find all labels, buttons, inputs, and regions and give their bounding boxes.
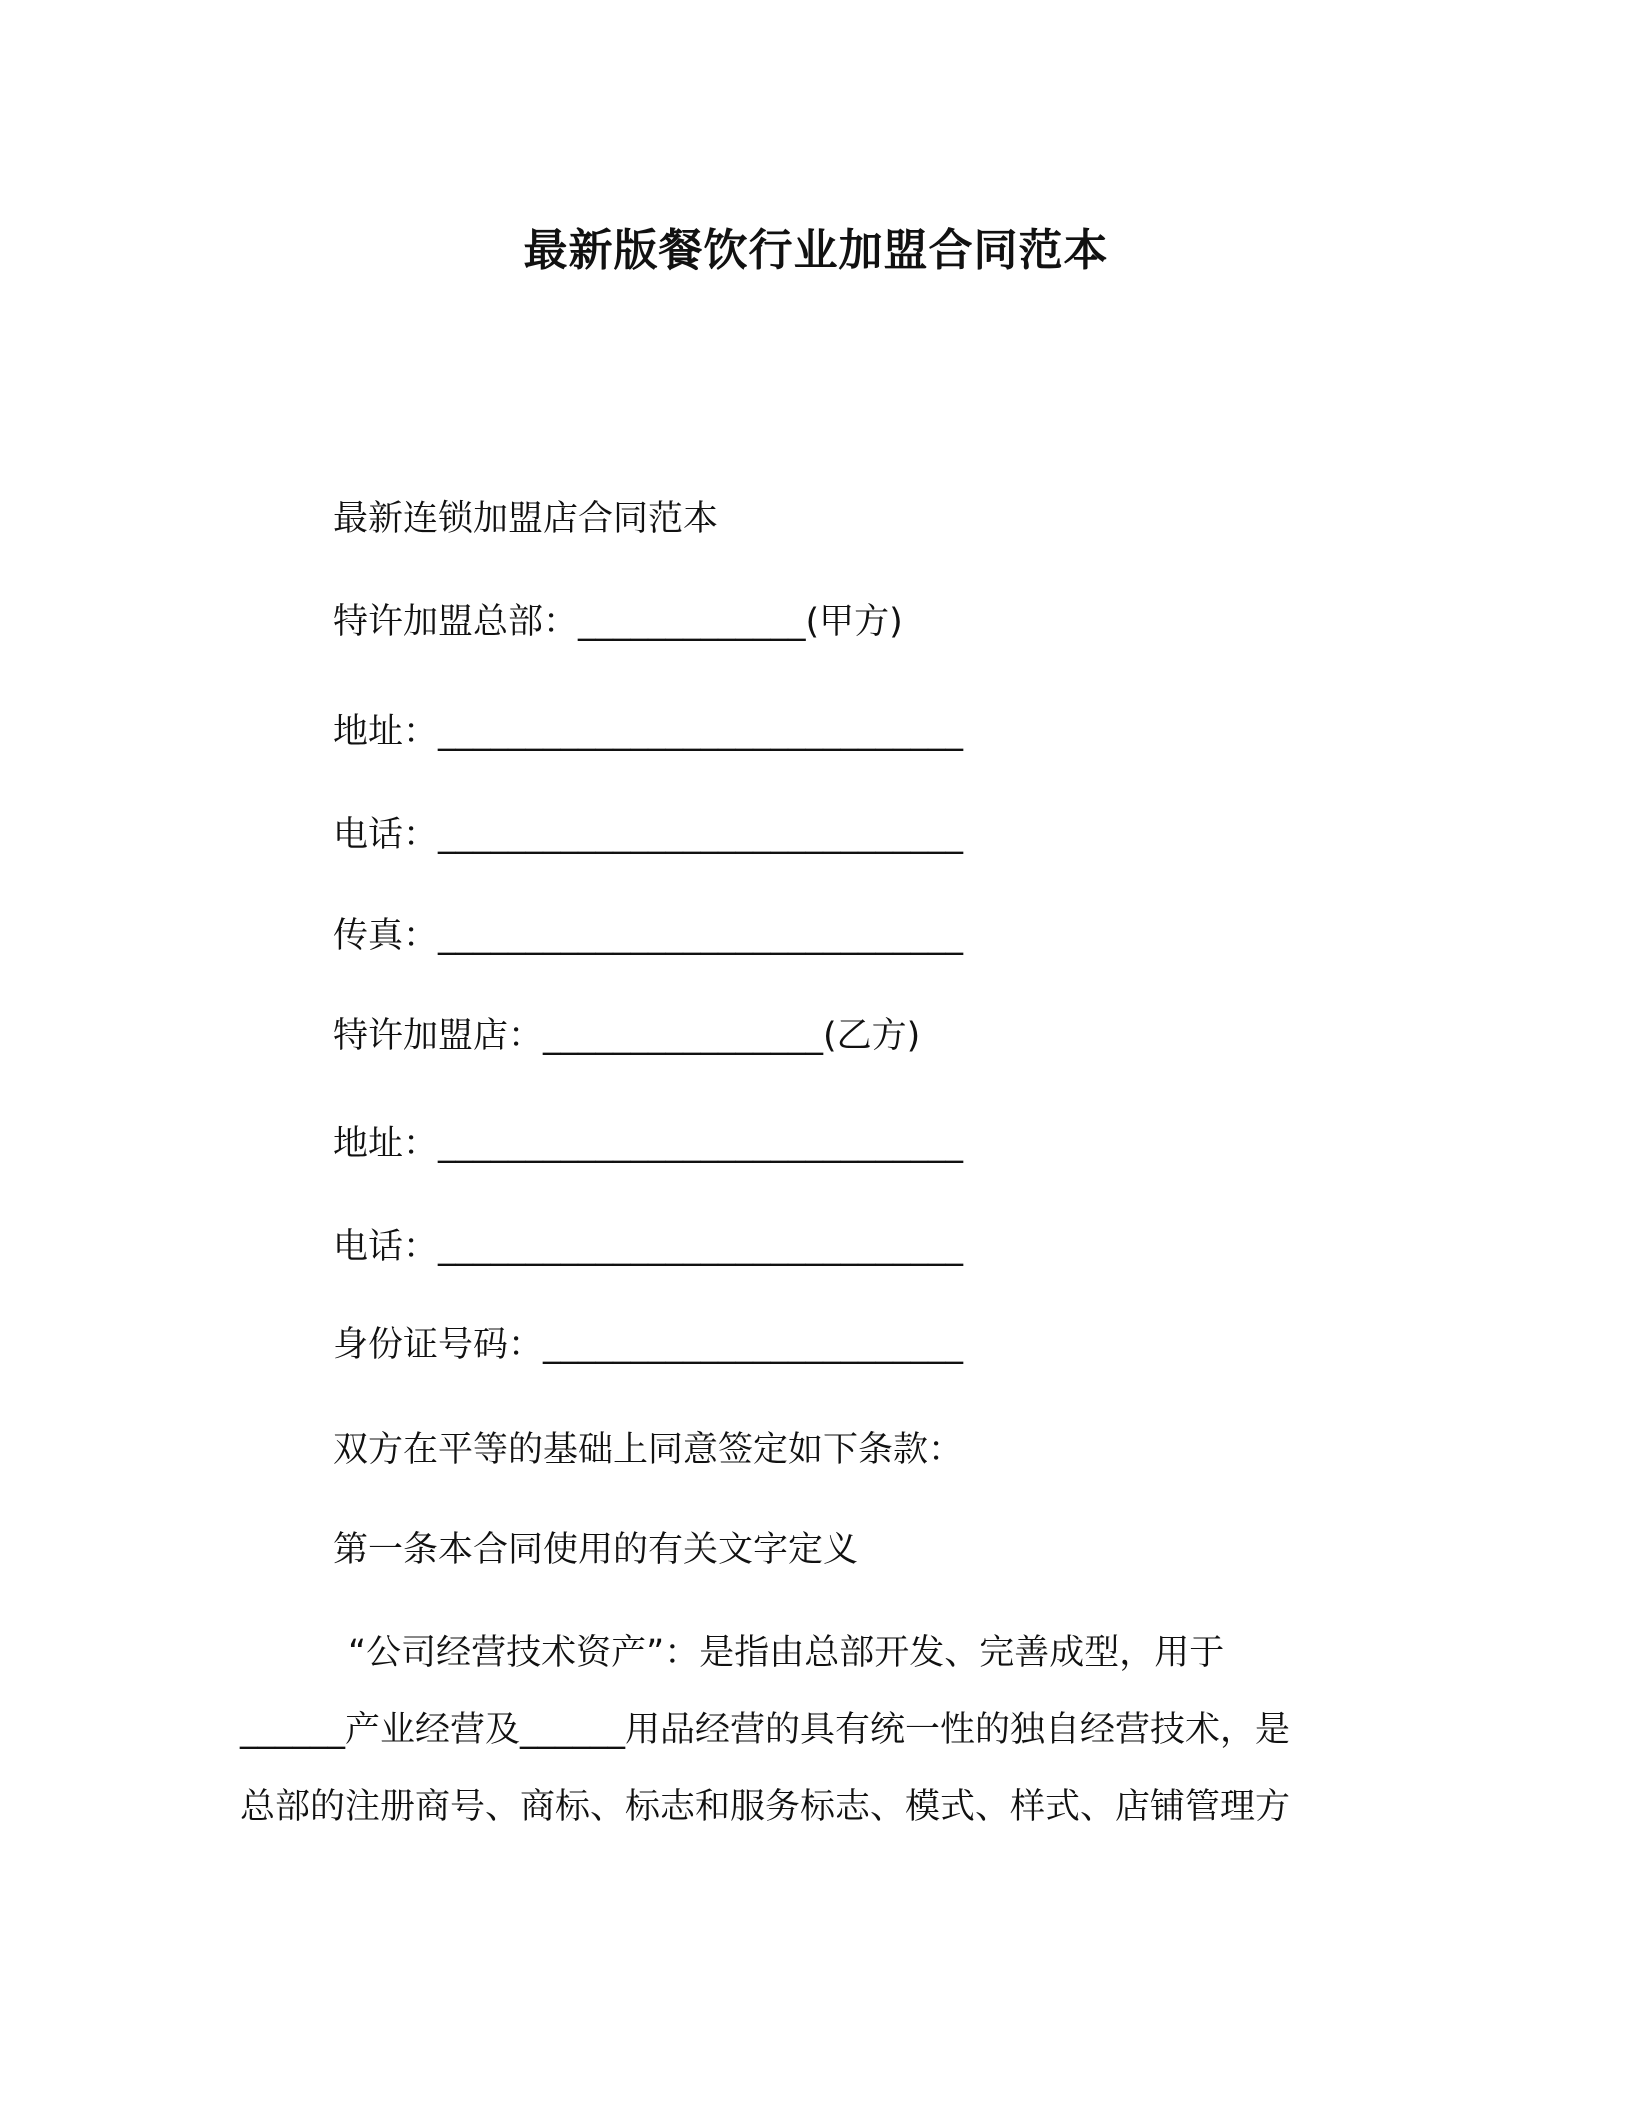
franchisee-address-line: 地址：______________________________ (333, 1124, 964, 1164)
subtitle-line: 最新连锁加盟店合同范本 (333, 499, 719, 539)
franchisee-id-line: 身份证号码：________________________ (333, 1325, 964, 1365)
article-one-heading: 第一条本合同使用的有关文字定义 (333, 1530, 859, 1570)
definition-paragraph-line-1: “公司经营技术资产”：是指由总部开发、完善成型，用于 (348, 1633, 1225, 1673)
definition-paragraph-line-3: 总部的注册商号、商标、标志和服务标志、模式、样式、店铺管理方 (240, 1787, 1291, 1827)
document-title: 最新版餐饮行业加盟合同范本 (523, 225, 1109, 276)
definition-paragraph-line-2: ______产业经营及______用品经营的具有统一性的独自经营技术，是 (240, 1710, 1291, 1750)
franchisee-phone-line: 电话：______________________________ (333, 1227, 964, 1267)
franchisor-line: 特许加盟总部：_____________(甲方) (333, 602, 903, 642)
agreement-intro-line: 双方在平等的基础上同意签定如下条款： (333, 1430, 964, 1470)
franchisor-address-line: 地址：______________________________ (333, 712, 964, 752)
franchisor-fax-line: 传真：______________________________ (333, 916, 964, 956)
franchisee-line: 特许加盟店：________________(乙方) (333, 1016, 921, 1056)
franchisor-phone-line: 电话：______________________________ (333, 815, 964, 855)
